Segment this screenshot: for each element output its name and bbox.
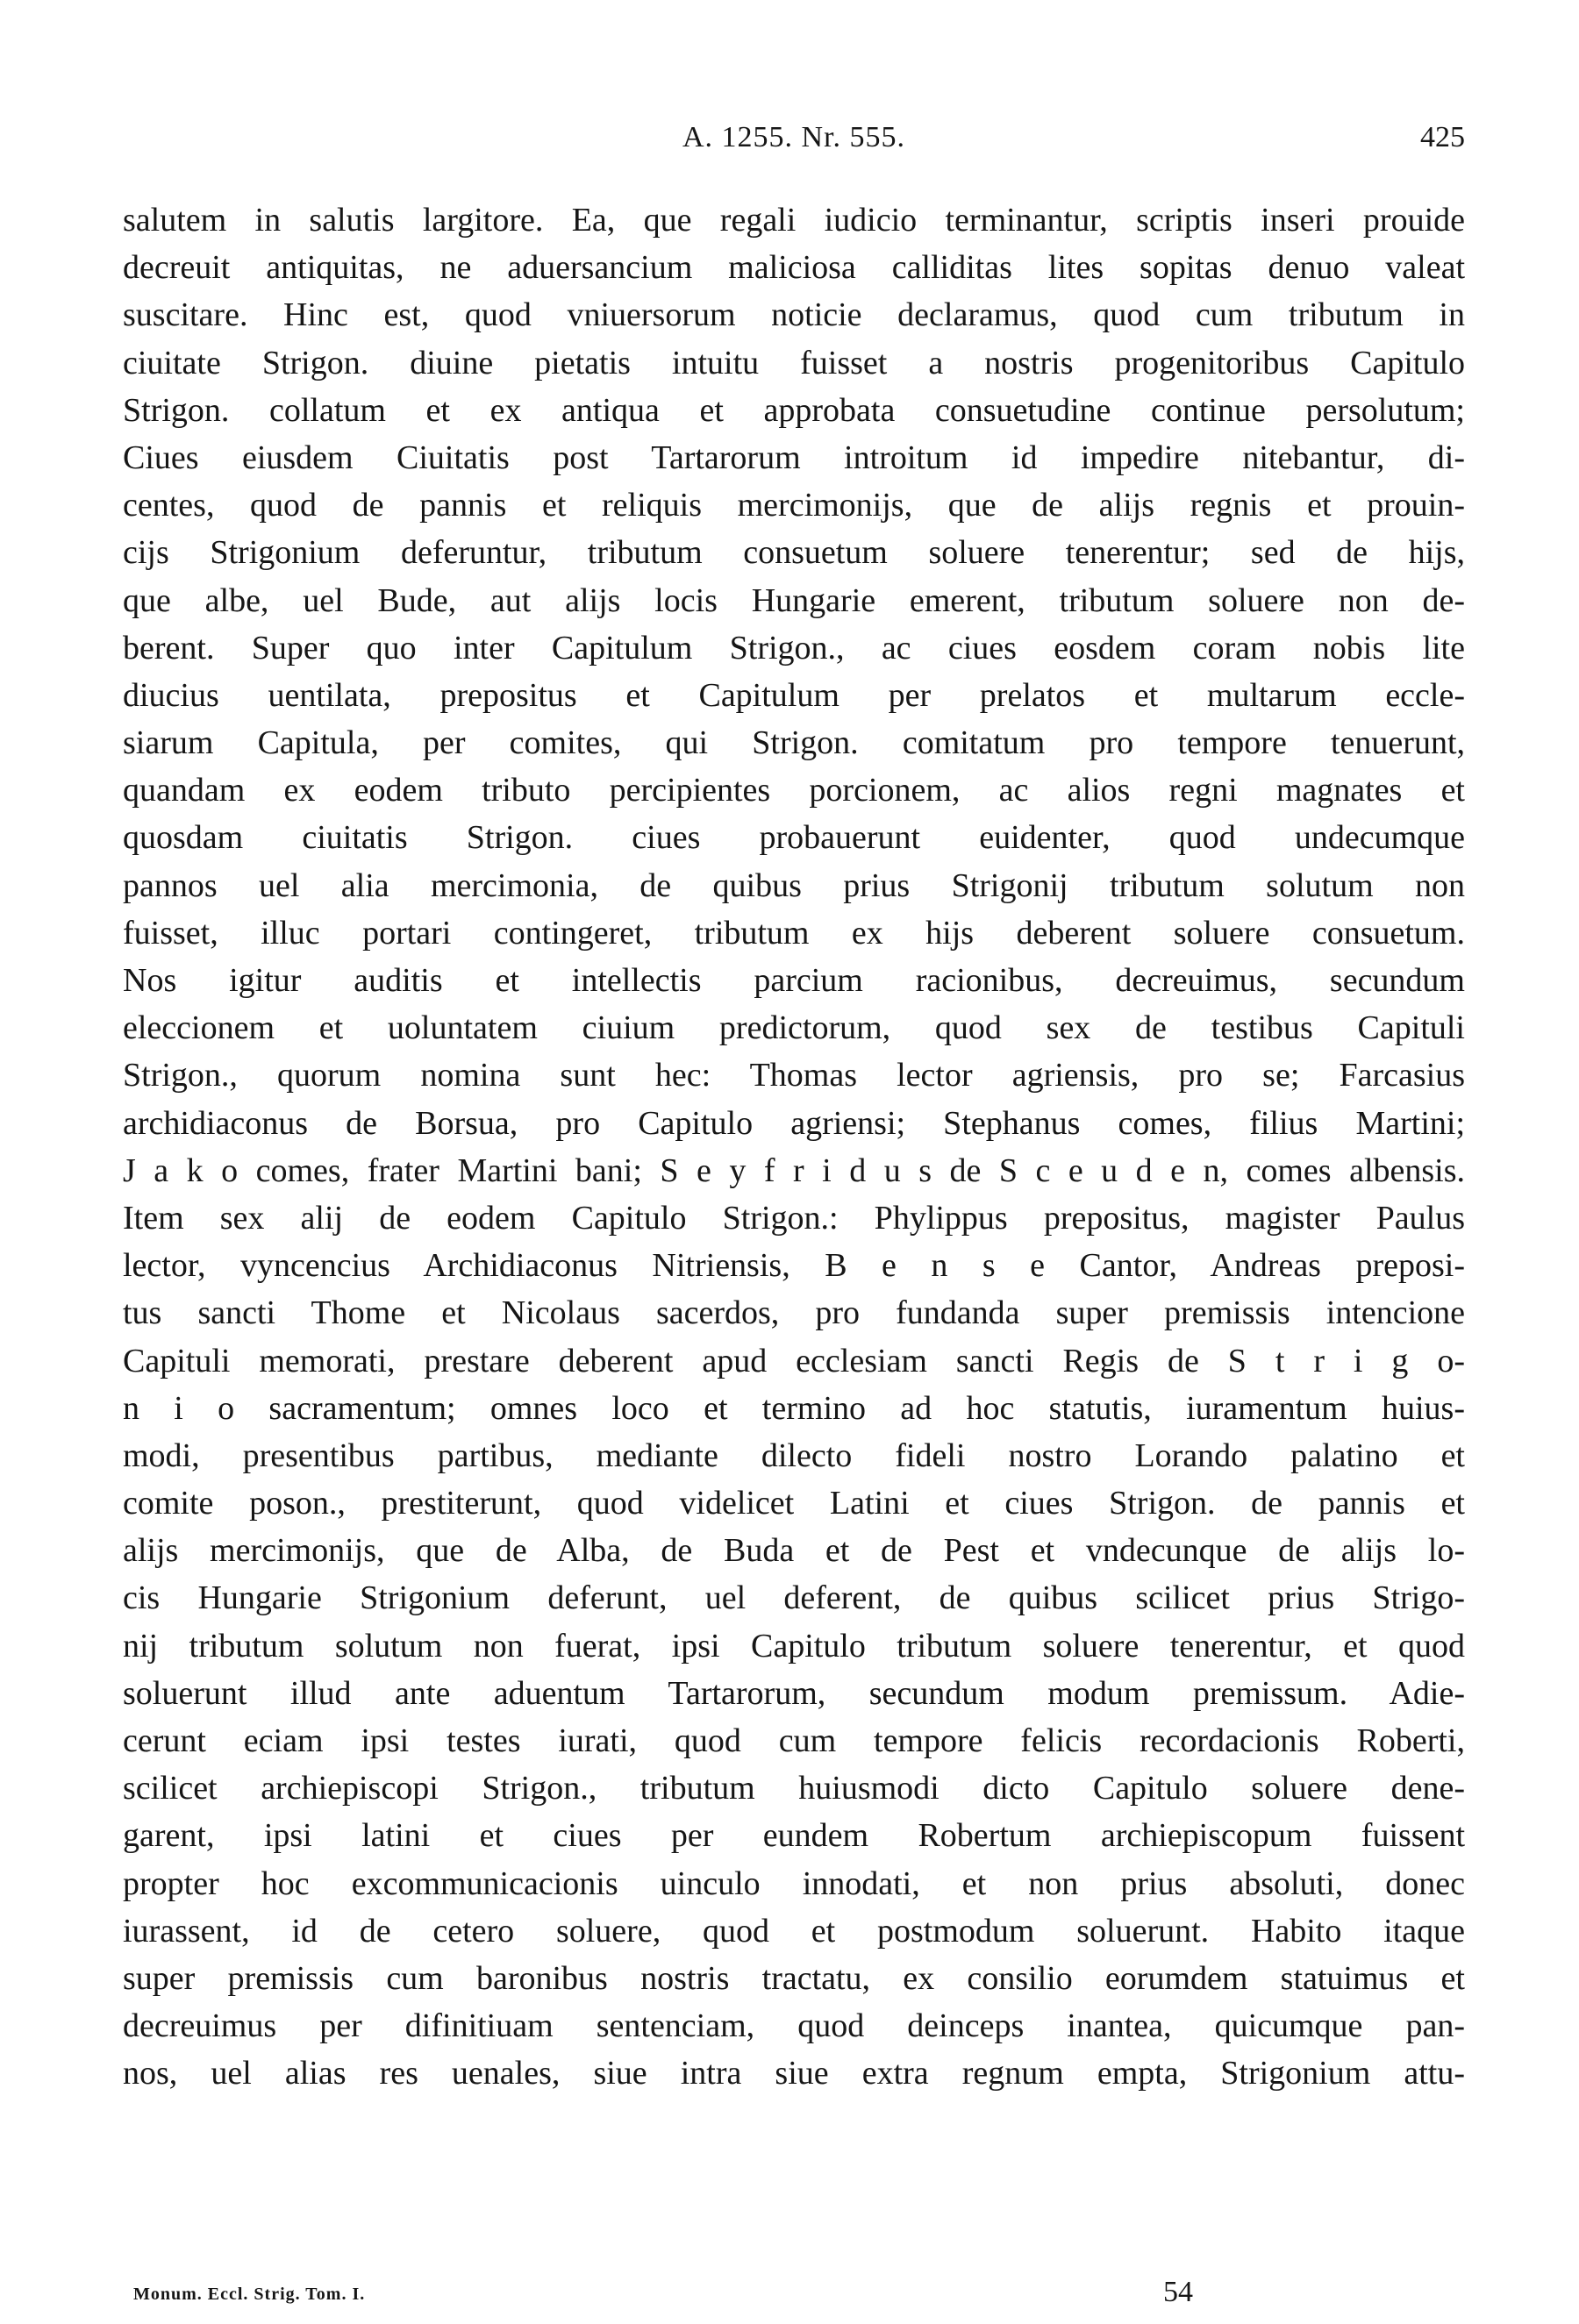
text-line: n i o sacramentum; omnes loco et termino ad hoc statutis, iuramentum huius- xyxy=(123,1389,1465,1427)
text-line: diucius uentilata, prepositus et Capitulum per prelatos et multarum eccle- xyxy=(123,676,1465,714)
text-line: lector, vyncencius Archidiaconus Nitriensis, B e n s e Cantor, Andreas preposi- xyxy=(123,1247,1465,1285)
text-line: decreuit antiquitas, ne aduersancium maliciosa calliditas lites sopitas denuo valeat xyxy=(123,249,1465,287)
text-line: alijs mercimonijs, que de Alba, de Buda et de Pest et vndecunque de alijs lo- xyxy=(123,1532,1465,1570)
text-line: berent. Super quo inter Capitulum Strigon., ac ciues eosdem coram nobis lite xyxy=(123,629,1465,667)
text-line: tus sancti Thome et Nicolaus sacerdos, pro fundanda super premissis intencione xyxy=(123,1294,1465,1332)
text-line: modi, presentibus partibus, mediante dilecto fideli nostro Lorando palatino et xyxy=(123,1436,1465,1474)
text-line: ciuitate Strigon. diuine pietatis intuitu fuisset a nostris progenitoribus Capitulo xyxy=(123,344,1465,381)
text-line: soluerunt illud ante aduentum Tartarorum, secundum modum premissum. Adie- xyxy=(123,1674,1465,1712)
text-line: salutem in salutis largitore. Ea, que regali iudicio terminantur, scriptis inseri prouide xyxy=(123,202,1465,239)
text-line: scilicet archiepiscopi Strigon., tributum huiusmodi dicto Capitulo soluere dene- xyxy=(123,1770,1465,1807)
text-line: cerunt eciam ipsi testes iurati, quod cum tempore felicis recordacionis Roberti, xyxy=(123,1722,1465,1759)
text-line: Item sex alij de eodem Capitulo Strigon.: Phylippus prepositus, magister Paulus xyxy=(123,1199,1465,1237)
text-line: Capituli memorati, prestare deberent apud ecclesiam sancti Regis de S t r i g o- xyxy=(123,1342,1465,1379)
text-line: nij tributum solutum non fuerat, ipsi Capitulo tributum soluere tenerentur, et quod xyxy=(123,1627,1465,1665)
footer-signature-mark: 54 xyxy=(1163,2276,1193,2308)
text-line: J a k o comes, frater Martini bani; S e y f r i d u s de S c e u d e n, comes albensis. xyxy=(123,1151,1465,1189)
text-line: centes, quod de pannis et reliquis mercimonijs, que de alijs regnis et prouin- xyxy=(123,487,1465,524)
text-line: quandam ex eodem tributo percipientes porcionem, ac alios regni magnates et xyxy=(123,772,1465,809)
running-header xyxy=(123,121,1465,165)
text-line: iurassent, id de cetero soluere, quod et postmodum soluerunt. Habito itaque xyxy=(123,1912,1465,1950)
text-line: comite poson., prestiterunt, quod videlicet Latini et ciues Strigon. de pannis et xyxy=(123,1485,1465,1522)
text-line: super premissis cum baronibus nostris tractatu, ex consilio eorumdem statuimus et xyxy=(123,1959,1465,1997)
header-title: A. 1255. Nr. 555. xyxy=(682,121,906,153)
text-line: decreuimus per difinitiuam sentenciam, quod deinceps inantea, quicumque pan- xyxy=(123,2007,1465,2045)
text-line: Nos igitur auditis et intellectis parcium racionibus, decreuimus, secundum xyxy=(123,962,1465,999)
text-line: garent, ipsi latini et ciues per eundem Robertum archiepiscopum fuissent xyxy=(123,1817,1465,1855)
text-line: cis Hungarie Strigonium deferunt, uel deferent, de quibus scilicet prius Strigo- xyxy=(123,1579,1465,1617)
text-line: cijs Strigonium deferuntur, tributum consuetum soluere tenerentur; sed de hijs, xyxy=(123,534,1465,572)
text-line: eleccionem et uoluntatem ciuium predictorum, quod sex de testibus Capituli xyxy=(123,1009,1465,1047)
text-line: fuisset, illuc portari contingeret, tributum ex hijs deberent soluere consuetum. xyxy=(123,914,1465,952)
text-line: Strigon. collatum et ex antiqua et approbata consuetudine continue persolutum; xyxy=(123,391,1465,429)
page-number: 425 xyxy=(1420,121,1465,153)
text-line: pannos uel alia mercimonia, de quibus prius Strigonij tributum solutum non xyxy=(123,866,1465,904)
text-line: quosdam ciuitatis Strigon. ciues probauerunt euidenter, quod undecumque xyxy=(123,819,1465,857)
text-line: archidiaconus de Borsua, pro Capitulo agriensi; Stephanus comes, filius Martini; xyxy=(123,1104,1465,1142)
text-line: propter hoc excommunicacionis uinculo innodati, et non prius absoluti, donec xyxy=(123,1864,1465,1902)
text-line: suscitare. Hinc est, quod vniuersorum noticie declaramus, quod cum tributum in xyxy=(123,296,1465,334)
text-line: nos, uel alias res uenales, siue intra siue extra regnum empta, Strigonium attu- xyxy=(123,2055,1465,2092)
text-line: Ciues eiusdem Ciuitatis post Tartarorum introitum id impedire nitebantur, di- xyxy=(123,438,1465,476)
footer-series-title: Monum. Eccl. Strig. Tom. I. xyxy=(133,2285,366,2304)
text-line: siarum Capitula, per comites, qui Strigon. comitatum pro tempore tenuerunt, xyxy=(123,724,1465,762)
text-line: que albe, uel Bude, aut alijs locis Hungarie emerent, tributum soluere non de- xyxy=(123,581,1465,619)
body-text xyxy=(123,196,1465,2098)
page-footer xyxy=(123,2276,1465,2320)
text-line: Strigon., quorum nomina sunt hec: Thomas lector agriensis, pro se; Farcasius xyxy=(123,1057,1465,1094)
